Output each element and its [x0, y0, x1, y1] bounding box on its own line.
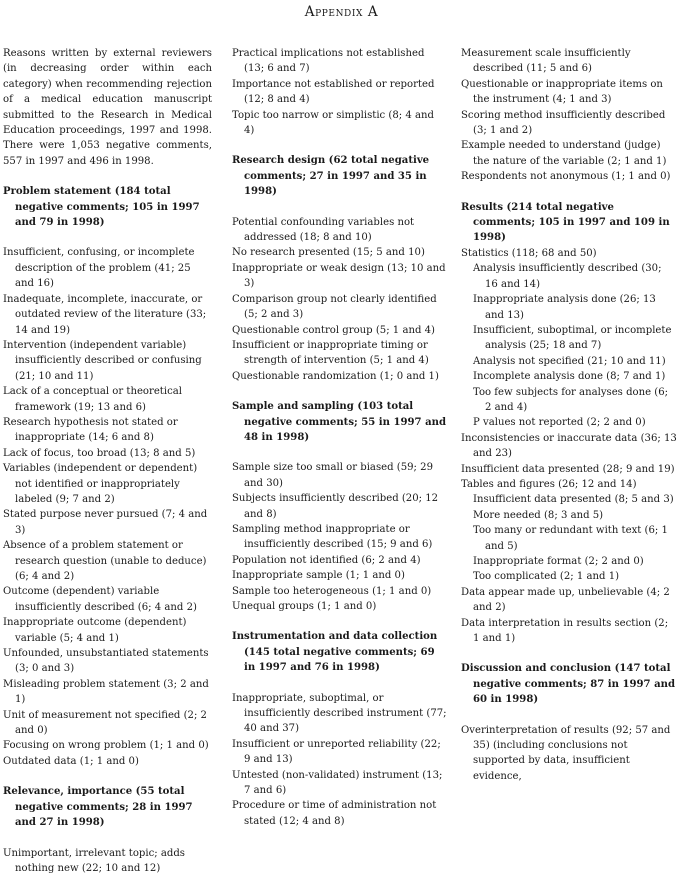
- list-item: Sampling method inappropriate or insufficiently described (15; 9 and 6): [232, 522, 447, 553]
- list-item: Questionable control group (5; 1 and 4): [232, 323, 447, 338]
- list-item: Outcome (dependent) variable insufficiently described (6; 4 and 2): [3, 584, 212, 615]
- sub-list-item: More needed (8; 3 and 5): [461, 508, 677, 523]
- list-item-statistics: Statistics (118; 68 and 50): [461, 246, 677, 261]
- intro-paragraph: Reasons written by external reviewers (in decreasing order within each category) when recommending rejection of a medical education manuscript submitted to the Research in Medical Education proceedings, 1997 and 1998. There were 1,053 negative comments, 557 in 1997 and 496 in 1998.: [3, 46, 212, 169]
- sub-list-item: Analysis not specified (21; 10 and 11): [461, 354, 677, 369]
- list-item: Lack of a conceptual or theoretical framework (19; 13 and 6): [3, 384, 212, 415]
- list-item: Respondents not anonymous (1; 1 and 0): [461, 169, 677, 184]
- list-item: Measurement scale insufficiently described (11; 5 and 6): [461, 46, 677, 77]
- sub-list-item: Incomplete analysis done (8; 7 and 1): [461, 369, 677, 384]
- sub-list-item: Analysis insufficiently described (30; 16 and 14): [461, 261, 677, 292]
- list-item: Importance not established or reported (12; 8 and 4): [232, 77, 447, 108]
- list-item: Stated purpose never pursued (7; 4 and 3): [3, 507, 212, 538]
- list-item: Sample size too small or biased (59; 29 and 30): [232, 460, 447, 491]
- list-item: Unimportant, irrelevant topic; adds nothing new (22; 10 and 12): [3, 846, 212, 876]
- list-item: No research presented (15; 5 and 10): [232, 245, 447, 260]
- section-heading-instrumentation: Instrumentation and data collection (145 total negative comments; 69 in 1997 and 76 in 1998): [232, 629, 447, 675]
- list-item: Insufficient data presented (28; 9 and 19): [461, 462, 677, 477]
- list-item: Inappropriate, suboptimal, or insufficiently described instrument (77; 40 and 37): [232, 691, 447, 737]
- list-item: Unit of measurement not specified (2; 2 and 0): [3, 708, 212, 739]
- section-heading-research-design: Research design (62 total negative comments; 27 in 1997 and 35 in 1998): [232, 153, 447, 199]
- list-item: Absence of a problem statement or research question (unable to deduce) (6; 4 and 2): [3, 538, 212, 584]
- list-item: Population not identified (6; 2 and 4): [232, 553, 447, 568]
- section-heading-results: Results (214 total negative comments; 105 in 1997 and 109 in 1998): [461, 200, 677, 246]
- list-item: Insufficient or unreported reliability (22; 9 and 13): [232, 737, 447, 768]
- list-item: Inappropriate or weak design (13; 10 and 3): [232, 261, 447, 292]
- list-item: Subjects insufficiently described (20; 12 and 8): [232, 491, 447, 522]
- list-item: Focusing on wrong problem (1; 1 and 0): [3, 738, 212, 753]
- list-item: Practical implications not established (13; 6 and 7): [232, 46, 447, 77]
- list-item: Inappropriate sample (1; 1 and 0): [232, 568, 447, 583]
- list-item: Research hypothesis not stated or inappropriate (14; 6 and 8): [3, 415, 212, 446]
- list-item: Misleading problem statement (3; 2 and 1): [3, 677, 212, 708]
- list-item: Overinterpretation of results (92; 57 and 35) (including conclusions not supported by data, insufficient evidence,: [461, 723, 677, 785]
- sub-list-item: Too few subjects for analyses done (6; 2 and 4): [461, 385, 677, 416]
- list-item: Questionable or inappropriate items on the instrument (4; 1 and 3): [461, 77, 677, 108]
- sub-list-item: Insufficient, suboptimal, or incomplete analysis (25; 18 and 7): [461, 323, 677, 354]
- list-item: Insufficient or inappropriate timing or strength of intervention (5; 1 and 4): [232, 338, 447, 369]
- list-item-tables: Tables and figures (26; 12 and 14): [461, 477, 677, 492]
- list-item: Inadequate, incomplete, inaccurate, or outdated review of the literature (33; 14 and 19): [3, 292, 212, 338]
- sub-list-item: P values not reported (2; 2 and 0): [461, 415, 677, 430]
- sub-list-item: Inappropriate format (2; 2 and 0): [461, 554, 677, 569]
- sub-list-item: Inappropriate analysis done (26; 13 and 13): [461, 292, 677, 323]
- list-item: Unequal groups (1; 1 and 0): [232, 599, 447, 614]
- list-item: Variables (independent or dependent) not identified or inappropriately labeled (9; 7 and 2): [3, 461, 212, 507]
- list-item: Data interpretation in results section (2; 1 and 1): [461, 616, 677, 647]
- section-heading-sample-sampling: Sample and sampling (103 total negative comments; 55 in 1997 and 48 in 1998): [232, 399, 447, 445]
- column-3: [461, 46, 677, 784]
- list-item: Sample too heterogeneous (1; 1 and 0): [232, 584, 447, 599]
- list-item: Outdated data (1; 1 and 0): [3, 754, 212, 769]
- page-title: Appendix A: [0, 3, 683, 21]
- list-item: Intervention (independent variable) insufficiently described or confusing (21; 10 and 11): [3, 338, 212, 384]
- column-2: [232, 46, 447, 829]
- list-item: Inconsistencies or inaccurate data (36; 13 and 23): [461, 431, 677, 462]
- list-item: Procedure or time of administration not stated (12; 4 and 8): [232, 798, 447, 829]
- list-item: Comparison group not clearly identified (5; 2 and 3): [232, 292, 447, 323]
- sub-list-item: Too complicated (2; 1 and 1): [461, 569, 677, 584]
- list-item: Potential confounding variables not addressed (18; 8 and 10): [232, 215, 447, 246]
- list-item: Inappropriate outcome (dependent) variable (5; 4 and 1): [3, 615, 212, 646]
- list-item: Topic too narrow or simplistic (8; 4 and 4): [232, 108, 447, 139]
- list-item: Lack of focus, too broad (13; 8 and 5): [3, 446, 212, 461]
- section-heading-problem-statement: Problem statement (184 total negative comments; 105 in 1997 and 79 in 1998): [3, 184, 212, 230]
- list-item: Insufficient, confusing, or incomplete description of the problem (41; 25 and 16): [3, 245, 212, 291]
- list-item: Untested (non-validated) instrument (13; 7 and 6): [232, 768, 447, 799]
- list-item: Example needed to understand (judge) the nature of the variable (2; 1 and 1): [461, 138, 677, 169]
- list-item: Unfounded, unsubstantiated statements (3; 0 and 3): [3, 646, 212, 677]
- list-item: Data appear made up, unbelievable (4; 2 and 2): [461, 585, 677, 616]
- sub-list-item: Insufficient data presented (8; 5 and 3): [461, 492, 677, 507]
- section-heading-discussion: Discussion and conclusion (147 total negative comments; 87 in 1997 and 60 in 1998): [461, 661, 677, 707]
- section-heading-relevance: Relevance, importance (55 total negative comments; 28 in 1997 and 27 in 1998): [3, 784, 212, 830]
- sub-list-item: Too many or redundant with text (6; 1 and 5): [461, 523, 677, 554]
- column-1: [3, 46, 212, 876]
- list-item: Questionable randomization (1; 0 and 1): [232, 369, 447, 384]
- list-item: Scoring method insufficiently described (3; 1 and 2): [461, 108, 677, 139]
